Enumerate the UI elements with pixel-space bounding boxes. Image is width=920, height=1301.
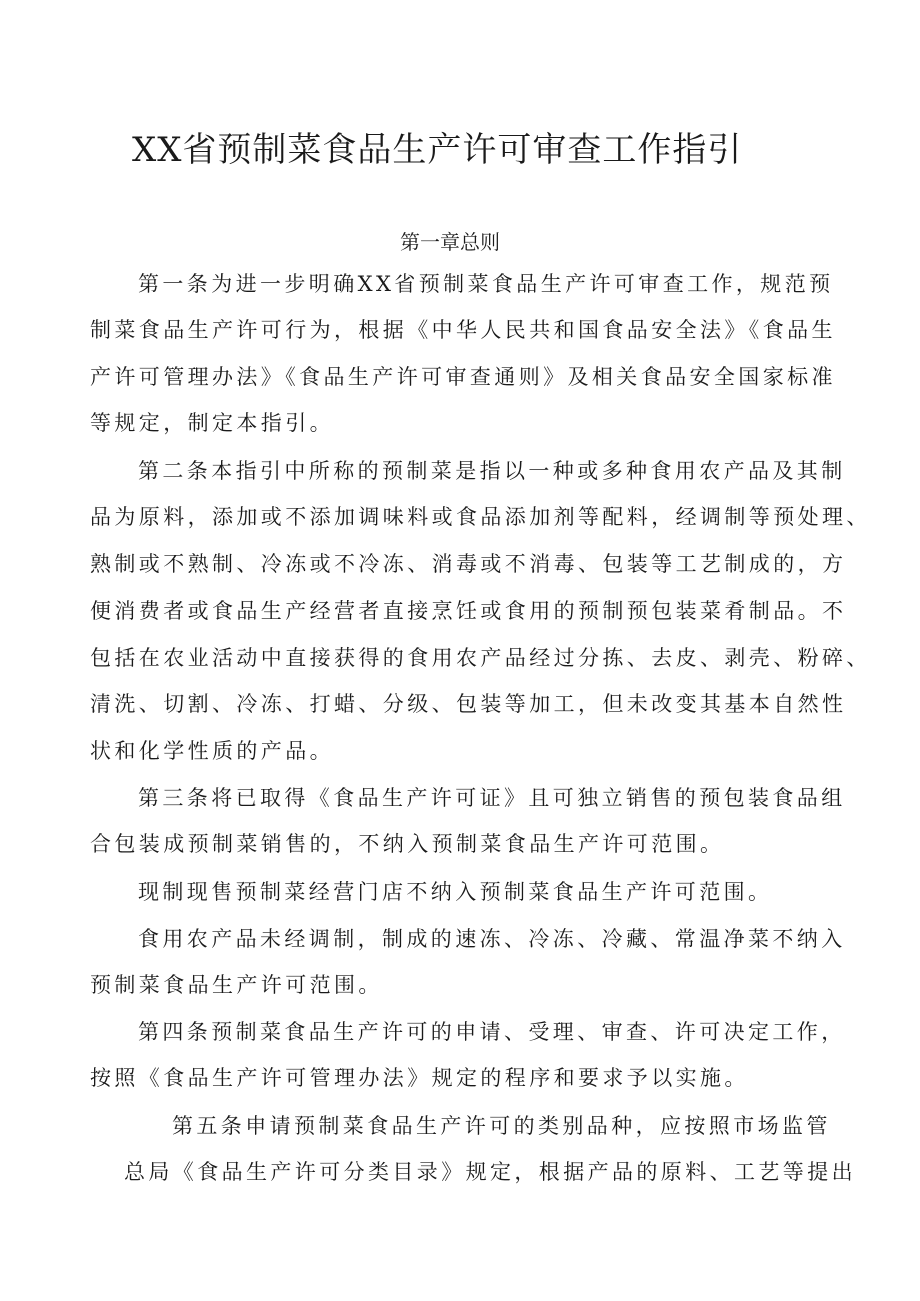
body-line: 预制菜食品生产许可范围。 (90, 973, 383, 997)
body-line: 合包装成预制菜销售的，不纳入预制菜食品生产许可范围。 (90, 832, 725, 856)
document-title: XX省预制菜食品生产许可审查工作指引 (132, 130, 743, 170)
body-line: 第三条将已取得《食品生产许可证》且可独立销售的预包装食品组 (138, 786, 846, 810)
body-line: 制菜食品生产许可行为，根据《中华人民共和国食品安全法》《食品生 (90, 318, 836, 342)
body-line: 熟制或不熟制、冷冻或不冷冻、消毒或不消毒、包装等工艺制成的，方 (90, 552, 847, 576)
body-line: 第二条本指引中所称的预制菜是指以一种或多种食用农产品及其制 (138, 459, 846, 483)
body-line: 等规定，制定本指引。 (90, 411, 334, 435)
chapter-heading: 第一章总则 (400, 230, 500, 254)
body-line: 第四条预制菜食品生产许可的申请、受理、审查、许可决定工作， (138, 1020, 846, 1044)
body-line: 产许可管理办法》《食品生产许可审查通则》及相关食品安全国家标准 (90, 365, 836, 389)
body-line: 品为原料，添加或不添加调味料或食品添加剂等配料，经调制等预处理、 (90, 505, 871, 529)
body-line: 清洗、切割、冷冻、打蜡、分级、包装等加工，但未改变其基本自然性 (90, 692, 847, 716)
body-line: 包括在农业活动中直接获得的食用农产品经过分拣、去皮、剥壳、粉碎、 (90, 646, 871, 670)
body-line: 第一条为进一步明确XX省预制菜食品生产许可审查工作，规范预 (138, 272, 834, 296)
body-line: 现制现售预制菜经营门店不纳入预制菜食品生产许可范围。 (138, 880, 773, 904)
body-line: 便消费者或食品生产经营者直接烹饪或食用的预制预包装菜肴制品。不 (90, 599, 847, 623)
body-line: 第五条申请预制菜食品生产许可的类别品种，应按照市场监管 (172, 1114, 831, 1138)
body-line: 食用农产品未经调制，制成的速冻、冷冻、冷藏、常温净菜不纳入 (138, 927, 846, 951)
body-line: 总局《食品生产许可分类目录》规定，根据产品的原料、工艺等提出 (124, 1160, 856, 1184)
body-line: 按照《食品生产许可管理办法》规定的程序和要求予以实施。 (90, 1066, 749, 1090)
body-line: 状和化学性质的产品。 (90, 739, 334, 763)
